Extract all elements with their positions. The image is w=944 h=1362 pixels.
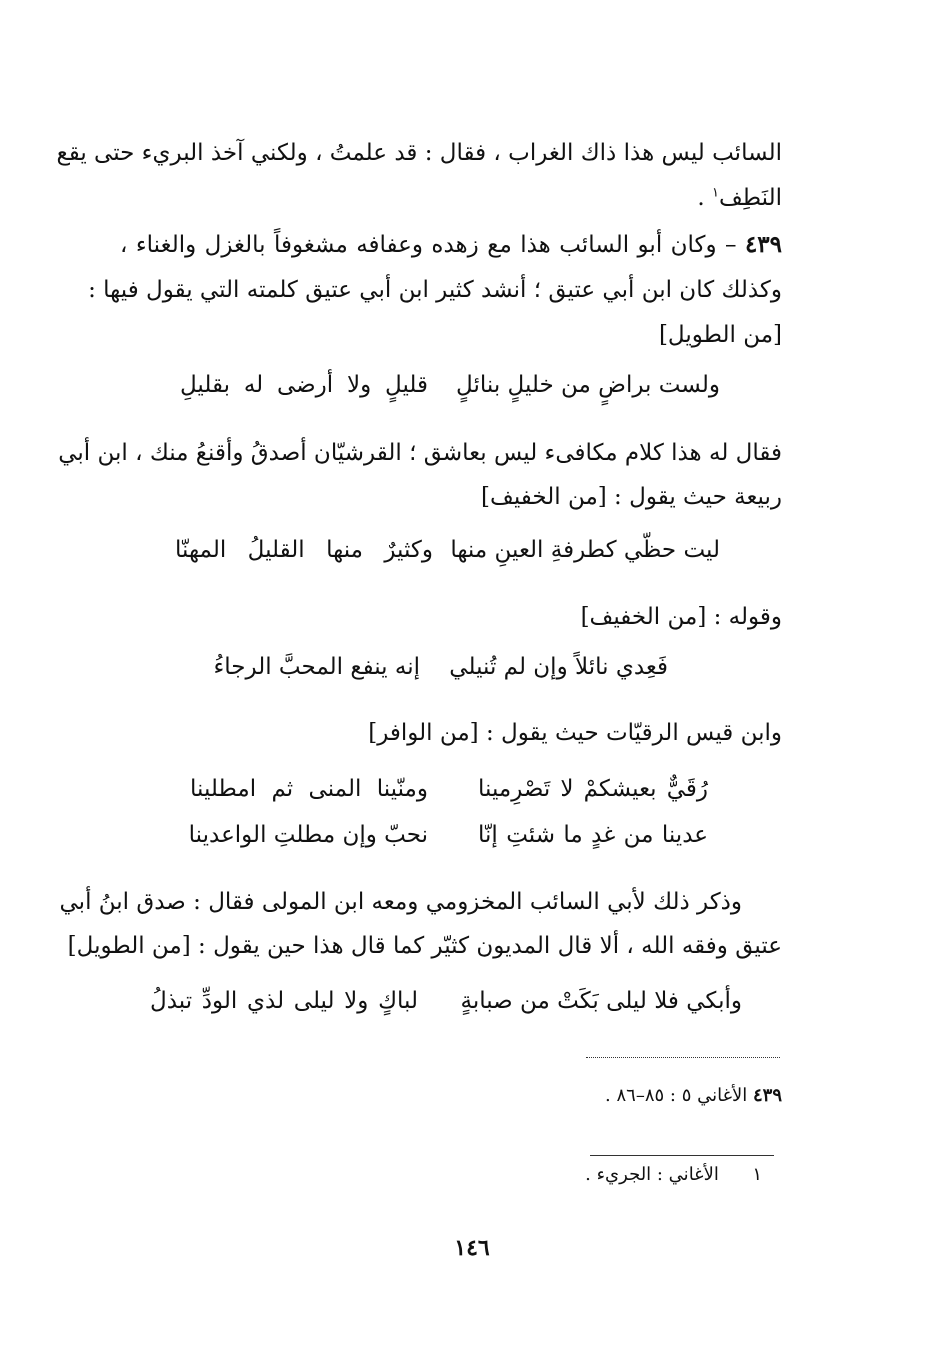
verse-second-hemistich: قليلٍ ولا أرضى له بقليلِ [180, 372, 428, 398]
text-line [368, 716, 782, 750]
text-line [500, 600, 782, 634]
text-line [400, 181, 782, 215]
text-line-content: ربيعة حيث يقول : [من الخفيف] [481, 484, 782, 510]
entry-number: ٤٣٩ [744, 231, 782, 258]
meter-label [500, 318, 782, 352]
verse-line [190, 818, 708, 852]
footnote-separator [590, 1155, 774, 1156]
text-line [59, 885, 742, 919]
text-line-end: . [697, 185, 712, 211]
verse-line [180, 368, 720, 402]
verse-first-hemistich: فَعِدي نائلاً وإن لم تُنيلي [449, 654, 668, 680]
source-entry-number: ٤٣٩ [752, 1085, 782, 1106]
verse-line [213, 650, 668, 684]
verse-first-hemistich: ليت حظّي كطرفةِ العينِ منها [450, 537, 720, 563]
text-line-content: وذكر ذلك لأبي السائب المخزومي ومعه ابن المولى فقال : صدق ابنُ أبي [59, 889, 742, 915]
text-line-content: عتيق وفقه الله ، ألا قال المديون كثيّر كما قال هذا حين يقول : [من الطويل] [67, 933, 782, 959]
text-line-content: وقوله : [من الخفيف] [580, 604, 782, 630]
verse-first-hemistich: عدينا من غدٍ ما شئتِ إنّا [478, 822, 708, 848]
page-number: ١٤٦ [454, 1235, 490, 1261]
verse-second-hemistich: نحبّ وإن مطلتِ الواعدينا [188, 822, 428, 848]
verse-first-hemistich: ولست براضٍ من خليلٍ بنائلٍ [456, 372, 720, 398]
footnote-text: الأغاني : الجريء . [585, 1164, 719, 1185]
footnote [480, 1162, 762, 1188]
source-note [480, 1083, 782, 1109]
text-line [67, 929, 782, 963]
meter-label-text: [من الطويل] [658, 322, 782, 348]
verse-second-hemistich: إنه ينفع المحبَّ الرجاءُ [213, 654, 420, 680]
footnote-marker: ١ [712, 185, 719, 201]
verse-second-hemistich: وكثيرٌ منها القليلُ المهنّا [175, 537, 433, 563]
verse-line [175, 533, 720, 567]
text-line-content: السائب ليس هذا ذاك الغراب ، فقال : قد علمتُ ، ولكني آخذ البريء حتى يقع [56, 140, 782, 166]
footnote-number: ١ [752, 1164, 762, 1185]
verse-second-hemistich: ومنّينا المنى ثم امطلينا [190, 776, 428, 802]
text-line-content: وابن قيس الرقيّات حيث يقول : [من الوافر] [368, 720, 782, 746]
verse-line [150, 984, 742, 1018]
source-separator [586, 1057, 780, 1058]
verse-line [190, 772, 708, 806]
text-line-content: – وكان أبو السائب هذا مع زهده وعفافه مشغوفاً بالغزل والغناء ، [120, 232, 745, 258]
text-line [120, 228, 782, 262]
verse-first-hemistich: وأبكي فلا ليلى بَكَتْ من صبابةٍ [460, 988, 742, 1014]
text-line-content: فقال له هذا كلام مكافىء ليس بعاشق ؛ القرشيّان أصدقُ وأقنعُ منك ، ابن أبي [58, 440, 782, 466]
source-note-text: الأغاني ٥ : ٨٥–٨٦ . [605, 1085, 753, 1106]
text-line-content: وكذلك كان ابن أبي عتيق ؛ أنشد كثير ابن أبي عتيق كلمته التي يقول فيها : [88, 277, 782, 303]
text-line [88, 273, 782, 307]
verse-second-hemistich: لباكٍ ولا ليلى لذي الودِّ تبذلُ [150, 988, 418, 1014]
verse-first-hemistich: رُقَيٌّ بعيشكمْ لا تَصْرِمينا [478, 776, 708, 802]
text-line [56, 136, 782, 170]
text-line [58, 436, 782, 470]
text-line-content: النَطِف [718, 185, 782, 211]
text-line [420, 480, 782, 514]
